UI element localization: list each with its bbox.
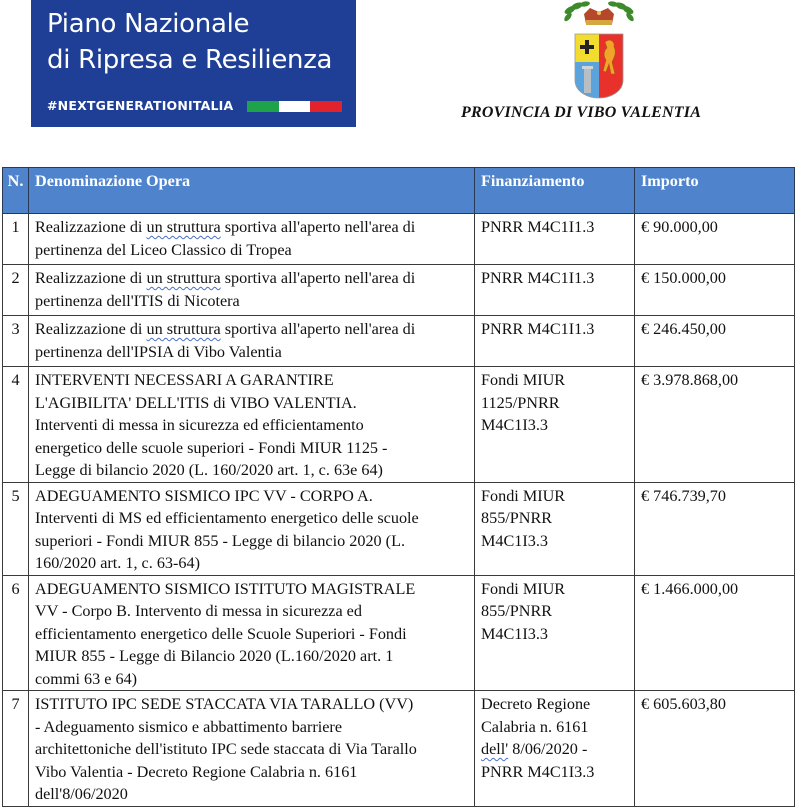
den-text-post: sportiva all'aperto nell'area di pertinenza dell'IPSIA di Vibo Valentia [35, 320, 416, 361]
cell-importo: € 1.466.000,00 [635, 575, 795, 691]
den-line: ADEGUAMENTO SISMICO IPC VV - CORPO A. [35, 486, 373, 505]
flag-white-stripe [279, 101, 311, 112]
den-line: MIUR 855 - Legge di Bilancio 2020 (L.160/2020 art. 1 [35, 647, 394, 665]
spellcheck-marked-text: un struttura [146, 320, 221, 338]
spellcheck-marked-text: dell' [481, 740, 509, 758]
italian-flag-icon [247, 101, 342, 112]
fin-line: Fondi MIUR [481, 486, 566, 505]
fin-line: PNRR M4C1I3.3 [481, 762, 595, 781]
den-line: Interventi di MS ed efficientamento energetico delle scuole [35, 509, 419, 527]
opere-table [2, 167, 795, 807]
fin-line: M4C1I3.3 [481, 531, 549, 550]
column-header-importo: Importo [635, 168, 795, 214]
cell-denominazione [29, 214, 475, 265]
fin-text-post: 8/06/2020 - [508, 740, 588, 758]
den-line: energetico delle scuole superiori - Fondi MIUR 1125 - [35, 438, 388, 457]
cell-n: 6 [3, 575, 29, 691]
cell-n: 1 [3, 214, 29, 265]
den-text-pre: Realizzazione di [35, 269, 147, 287]
table-row [3, 575, 795, 691]
flag-green-stripe [247, 101, 279, 112]
fin-line: M4C1I3.3 [481, 624, 549, 643]
pnrr-title-line1: Piano Nazionale [47, 9, 250, 39]
table-row [3, 265, 795, 316]
cell-importo: € 246.450,00 [635, 316, 795, 367]
table-row [3, 367, 795, 483]
cell-denominazione [29, 265, 475, 316]
table-header-row [3, 168, 795, 214]
den-line: superiori - Fondi MIUR 855 - Legge di bilancio 2020 (L. [35, 531, 406, 550]
column-header-n: N. [3, 168, 29, 214]
den-line: Vibo Valentia - Decreto Regione Calabria n. 6161 [35, 762, 358, 781]
den-line: efficientamento energetico delle Scuole Superiori - Fondi [35, 624, 407, 643]
den-text-post: sportiva all'aperto nell'area di pertinenza del Liceo Classico di Tropea [35, 218, 416, 259]
den-text-pre: Realizzazione di [35, 320, 147, 338]
cell-finanziamento [475, 575, 635, 691]
cell-importo: € 150.000,00 [635, 265, 795, 316]
table-row [3, 691, 795, 807]
den-line: ADEGUAMENTO SISMICO ISTITUTO MAGISTRALE [35, 579, 416, 598]
cell-denominazione [29, 316, 475, 367]
den-line: dell'8/06/2020 [35, 785, 128, 803]
cell-finanziamento: PNRR M4C1I1.3 [475, 316, 635, 367]
table-row [3, 214, 795, 265]
cell-denominazione [29, 691, 475, 807]
cell-importo: € 746.739,70 [635, 482, 795, 575]
den-line: commi 63 e 64) [35, 669, 138, 688]
cell-importo: € 90.000,00 [635, 214, 795, 265]
cell-denominazione [29, 575, 475, 691]
den-line: L'AGIBILITA' DELL'ITIS di VIBO VALENTIA. [35, 393, 357, 412]
cell-n: 7 [3, 691, 29, 807]
fin-line: Fondi MIUR [481, 579, 566, 598]
shield [575, 34, 623, 98]
cell-denominazione [29, 367, 475, 483]
cell-denominazione [29, 482, 475, 575]
cell-finanziamento [475, 482, 635, 575]
den-line: Legge di bilancio 2020 (L. 160/2020 art. 1, c. 63e 64) [35, 461, 383, 479]
cell-finanziamento [475, 691, 635, 807]
cell-finanziamento [475, 367, 635, 483]
crown [584, 8, 614, 25]
fin-line: 855/PNRR [481, 509, 553, 527]
cell-n: 2 [3, 265, 29, 316]
den-line: architettoniche dell'istituto IPC sede staccata di Via Tarallo [35, 740, 417, 758]
spellcheck-marked-text: un struttura [146, 269, 221, 287]
cell-finanziamento: PNRR M4C1I1.3 [475, 214, 635, 265]
coat-of-arms-icon [560, 0, 638, 100]
den-line: - Adeguamento sismico e abbattimento barriere [35, 717, 343, 736]
pnrr-title-line2: di Ripresa e Resilienza [47, 45, 333, 75]
spellcheck-marked-text: un struttura [146, 218, 221, 236]
column-header-denominazione: Denominazione Opera [29, 168, 475, 214]
fin-line [481, 738, 629, 761]
fin-line: M4C1I3.3 [481, 416, 549, 434]
flag-red-stripe [310, 101, 342, 112]
province-name: PROVINCIA DI VIBO VALENTIA [461, 104, 702, 121]
pnrr-logo-banner [31, 0, 356, 127]
fin-line: 1125/PNRR [481, 393, 560, 412]
den-line: ISTITUTO IPC SEDE STACCATA VIA TARALLO (VV) [35, 695, 414, 713]
column-header-finanziamento: Finanziamento [475, 168, 635, 214]
cell-n: 4 [3, 367, 29, 483]
den-text-post: sportiva all'aperto nell'area di pertinenza dell'ITIS di Nicotera [35, 269, 416, 310]
den-text-pre: Realizzazione di [35, 218, 147, 236]
cell-importo: € 605.603,80 [635, 691, 795, 807]
fin-line: Decreto Regione [481, 695, 591, 713]
fin-line: 855/PNRR [481, 602, 553, 620]
den-line: Interventi di messa in sicurezza ed efficientamento [35, 416, 364, 434]
fin-line: Fondi MIUR [481, 371, 566, 389]
table-row [3, 482, 795, 575]
den-line: INTERVENTI NECESSARI A GARANTIRE [35, 371, 334, 389]
cell-importo: € 3.978.868,00 [635, 367, 795, 483]
den-line: VV - Corpo B. Intervento di messa in sicurezza ed [35, 602, 362, 620]
table-row [3, 316, 795, 367]
cell-n: 3 [3, 316, 29, 367]
fin-line: Calabria n. 6161 [481, 717, 589, 736]
cell-finanziamento: PNRR M4C1I1.3 [475, 265, 635, 316]
den-line: 160/2020 art. 1, c. 63-64) [35, 554, 200, 572]
cell-n: 5 [3, 482, 29, 575]
pnrr-hashtag: #NEXTGENERATIONITALIA [47, 98, 234, 113]
